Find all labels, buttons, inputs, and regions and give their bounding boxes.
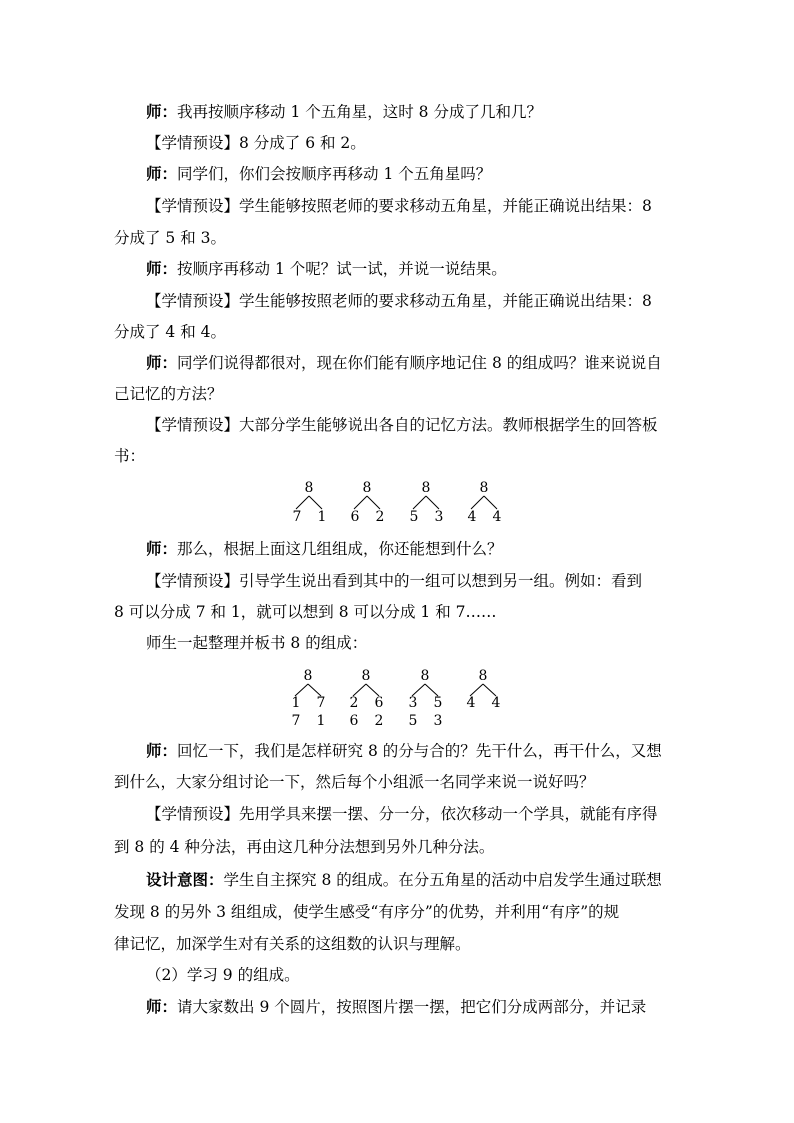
paragraph-continuation bbox=[114, 227, 674, 249]
composition-part: 6 bbox=[374, 695, 384, 711]
paragraph-text: 按顺序再移动 1 个呢？试一试，并说一说结果。 bbox=[177, 260, 507, 278]
composition-part: 2 bbox=[374, 713, 384, 729]
composition-part: 1 bbox=[291, 695, 301, 711]
paragraph bbox=[146, 570, 706, 592]
paragraph bbox=[146, 538, 706, 560]
paragraph-text: 己记忆的方法？ bbox=[114, 385, 223, 403]
paragraph bbox=[146, 996, 706, 1018]
paragraph-text: 【学情预设】引导学生说出看到其中的一组可以想到另一组。例如：看到 bbox=[146, 572, 643, 590]
composition-part: 5 bbox=[409, 509, 419, 525]
section-heading bbox=[146, 964, 706, 986]
paragraph-text: 同学们，你们会按顺序再移动 1 个五角星吗？ bbox=[177, 165, 492, 183]
composition-total: 8 bbox=[421, 480, 431, 496]
speaker-label: 师： bbox=[146, 102, 178, 121]
composition-part: 2 bbox=[349, 695, 359, 711]
paragraph-text: 回忆一下，我们是怎样研究 8 的分与合的？先干什么，再干什么，又想 bbox=[177, 742, 662, 760]
paragraph-text: 【学情预设】大部分学生能够说出各自的记忆方法。教师根据学生的回答板 bbox=[146, 416, 658, 434]
composition-part: 7 bbox=[316, 695, 326, 711]
paragraph-text: 书： bbox=[114, 447, 146, 465]
composition-part: 7 bbox=[291, 713, 301, 729]
composition-part: 5 bbox=[408, 713, 418, 729]
paragraph-continuation bbox=[114, 383, 674, 405]
paragraph bbox=[146, 803, 706, 825]
composition-total: 8 bbox=[420, 668, 430, 684]
paragraph-text: 【学情预设】学生能够按照老师的要求移动五角星，并能正确说出结果：8 bbox=[146, 292, 652, 310]
paragraph-text: 【学情预设】先用学具来摆一摆、分一分，依次移动一个学具，就能有序得 bbox=[146, 805, 658, 823]
speaker-label: 师： bbox=[146, 741, 178, 760]
speaker-label: 师： bbox=[146, 997, 178, 1016]
composition-diagram-2 bbox=[0, 666, 794, 730]
paragraph-text: 那么，根据上面这几组组成，你还能想到什么？ bbox=[177, 540, 503, 558]
paragraph-text: 到什么，大家分组讨论一下，然后每个小组派一名同学来说一说好吗？ bbox=[114, 773, 595, 791]
paragraph-text: 请大家数出 9 个圆片，按照图片摆一摆，把它们分成两部分，并记录 bbox=[177, 998, 647, 1016]
paragraph-text: 到 8 的 4 种分法，再由这几种分法想到另外几种分法。 bbox=[114, 838, 495, 856]
composition-lines bbox=[0, 666, 794, 730]
speaker-label: 师： bbox=[146, 164, 178, 183]
composition-diagram-1 bbox=[0, 478, 794, 526]
composition-total: 8 bbox=[479, 480, 489, 496]
paragraph-text: 同学们说得都很对，现在你们能有顺序地记住 8 的组成吗？谁来说说自 bbox=[177, 354, 662, 372]
paragraph-continuation bbox=[114, 445, 674, 467]
composition-part: 3 bbox=[434, 509, 444, 525]
paragraph-text: 学生自主探究 8 的组成。在分五角星的活动中启发学生通过联想 bbox=[223, 871, 662, 889]
paragraph-text: 我再按顺序移动 1 个五角星，这时 8 分成了几和几？ bbox=[177, 103, 542, 121]
paragraph bbox=[146, 163, 706, 185]
composition-part: 2 bbox=[375, 509, 385, 525]
paragraph-text: 发现 8 的另外 3 组组成，使学生感受“有序分”的优势，并利用“有序”的规 bbox=[114, 903, 620, 921]
composition-part: 4 bbox=[467, 509, 477, 525]
paragraph-text: 8 可以分成 7 和 1，就可以想到 8 可以分成 1 和 7…… bbox=[114, 603, 497, 621]
paragraph-continuation bbox=[114, 836, 674, 858]
composition-part: 1 bbox=[316, 713, 326, 729]
composition-part: 3 bbox=[433, 713, 443, 729]
paragraph-text: 师生一起整理并板书 8 的组成： bbox=[146, 634, 368, 652]
paragraph-continuation bbox=[114, 901, 674, 923]
composition-part: 4 bbox=[492, 509, 502, 525]
speaker-label: 师： bbox=[146, 259, 178, 278]
composition-part: 5 bbox=[433, 695, 443, 711]
paragraph-continuation bbox=[114, 321, 674, 343]
composition-total: 8 bbox=[478, 668, 488, 684]
paragraph-continuation bbox=[114, 933, 674, 955]
paragraph-continuation bbox=[114, 601, 674, 623]
paragraph bbox=[146, 632, 706, 654]
speaker-label: 师： bbox=[146, 353, 178, 372]
design-intent-label: 设计意图： bbox=[146, 870, 224, 889]
composition-total: 8 bbox=[362, 480, 372, 496]
speaker-label: 师： bbox=[146, 539, 178, 558]
composition-lines bbox=[0, 478, 794, 526]
composition-part: 3 bbox=[408, 695, 418, 711]
paragraph-text: 【学情预设】8 分成了 6 和 2。 bbox=[146, 134, 366, 152]
paragraph-text: 分成了 4 和 4。 bbox=[114, 323, 227, 341]
paragraph-text: 分成了 5 和 3。 bbox=[114, 229, 227, 247]
paragraph bbox=[146, 352, 706, 374]
paragraph bbox=[146, 101, 706, 123]
paragraph bbox=[146, 740, 706, 762]
paragraph-text: （2）学习 9 的组成。 bbox=[146, 966, 300, 984]
composition-part: 7 bbox=[292, 509, 302, 525]
composition-part: 6 bbox=[349, 713, 359, 729]
composition-total: 8 bbox=[361, 668, 371, 684]
paragraph bbox=[146, 414, 706, 436]
composition-part: 4 bbox=[491, 695, 501, 711]
paragraph-text: 律记忆，加深学生对有关系的这组数的认识与理解。 bbox=[114, 935, 471, 953]
paragraph-text: 【学情预设】学生能够按照老师的要求移动五角星，并能正确说出结果：8 bbox=[146, 197, 652, 215]
paragraph bbox=[146, 132, 706, 154]
paragraph bbox=[146, 258, 706, 280]
paragraph bbox=[146, 869, 706, 891]
composition-part: 1 bbox=[317, 509, 327, 525]
paragraph bbox=[146, 195, 706, 217]
composition-total: 8 bbox=[303, 668, 313, 684]
paragraph-continuation bbox=[114, 771, 674, 793]
composition-part: 4 bbox=[466, 695, 476, 711]
paragraph bbox=[146, 290, 706, 312]
composition-total: 8 bbox=[304, 480, 314, 496]
composition-part: 6 bbox=[350, 509, 360, 525]
